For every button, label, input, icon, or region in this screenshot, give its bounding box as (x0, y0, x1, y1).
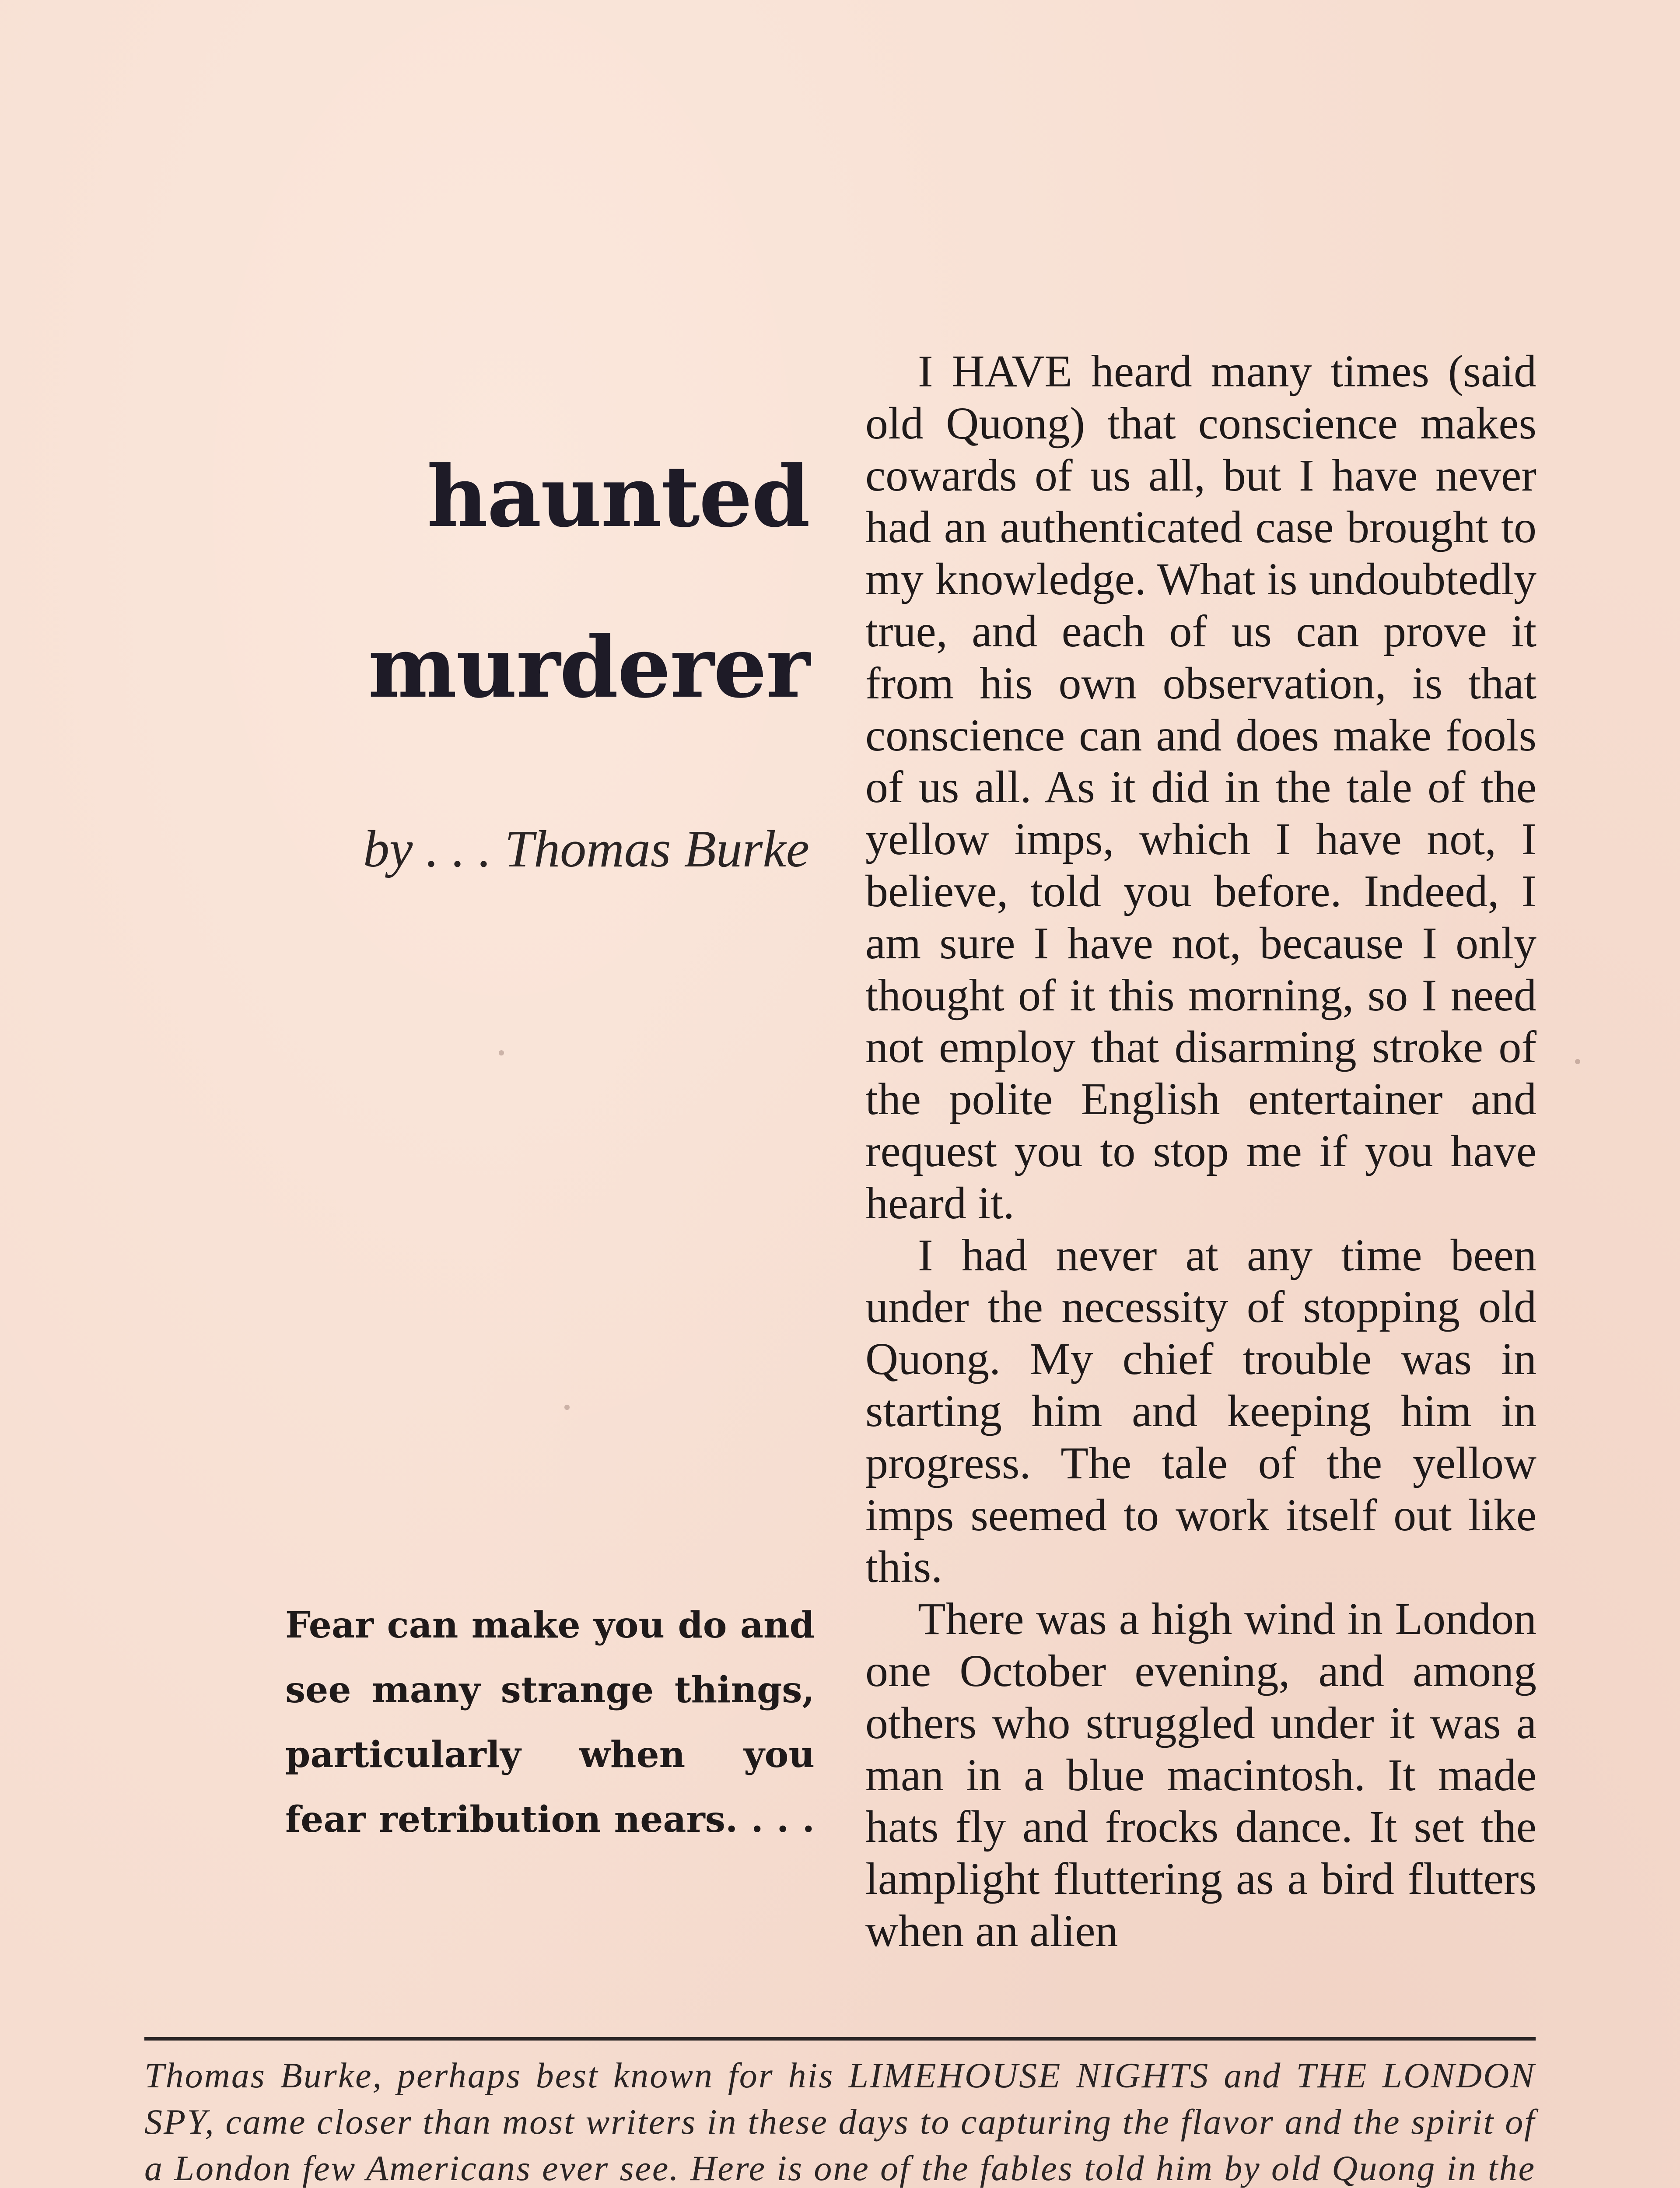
top-divider-rule (144, 2037, 1536, 2041)
story-teaser: Fear can make you do and see many strange things, particularly when you fear retribution nears. . . . (285, 1604, 815, 1841)
author-note: Thomas Burke, perhaps best known for his LIMEHOUSE NIGHTS and THE LONDON SPY, came closer than most writers in these days to capturing the flavor and the spirit of a London few Americans ever see. Here is one of the fables told him by old Quong in the (144, 2055, 1536, 2188)
author-byline: by . . . Thomas Burke (363, 820, 809, 878)
body-paragraph-3: There was a high wind in London one October evening, and among others who struggled under it was a man in a blue macintosh. It made hats fly and frocks dance. It set the lamplight fluttering as a bird flutters when an alien (865, 1594, 1536, 1956)
paper-speck (499, 1050, 504, 1055)
story-body (865, 346, 1536, 1957)
body-paragraph-2: I had never at any time been under the necessity of stopping old Quong. My chief trouble was in starting him and keeping him in progress. The tale of the yellow imps seemed to work itself out like this. (865, 1230, 1536, 1592)
body-paragraph-1: I HAVE heard many times (said old Quong) that conscience makes cowards of us all, but I have never had an authenticated case brought to my knowledge. What is undoubtedly true, and each of us can prove it from his own observation, is that conscience can and does make fools of us all. As it did in the tale of the yellow imps, which I have not, I believe, told you before. Indeed, I am sure I have not, because I only thought of it this morning, so I need not employ that disarming stroke of the polite English entertainer and request you to stop me if you have heard it. (865, 346, 1536, 1228)
story-title-line-1: haunted (427, 448, 809, 546)
paper-speck (564, 1405, 570, 1410)
story-title-line-2: murderer (368, 618, 809, 717)
paper-speck (1575, 1059, 1580, 1064)
